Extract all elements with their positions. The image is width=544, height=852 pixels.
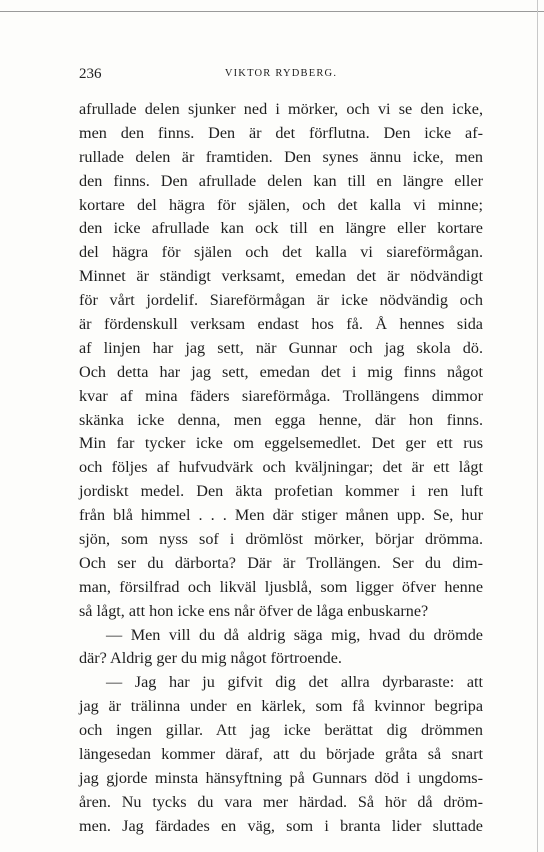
- running-head: VIKTOR RYDBERG.: [224, 68, 338, 79]
- text-line: åren. Nu tycks du vara mer härdad. Så hör då dröm-: [79, 792, 483, 811]
- text-line: jordiskt medel. Den äkta profetian kommer i ren luft: [79, 482, 483, 501]
- text-line: så lågt, att hon icke ens når öfver de låga enbuskarne?: [79, 601, 429, 620]
- text-line: är fördenskull verksam endast hos få. Å hennes sida: [79, 315, 483, 334]
- text-line: den icke afrullade kan ock till en längre eller kortare: [79, 219, 483, 238]
- text-line: men. Jag färdades en väg, som i branta lider sluttade: [79, 816, 483, 835]
- text-line: den finns. Den afrullade delen kan till en längre eller: [79, 171, 483, 190]
- text-line: sjön, som nyss sof i drömlöst mörker, börjar drömma.: [79, 530, 483, 549]
- body-text: [79, 98, 483, 839]
- text-line: Och ser du därborta? Där är Trollängen. Ser du dim-: [79, 553, 483, 572]
- page-number: 236: [79, 66, 102, 82]
- text-line: där? Aldrig ger du mig något förtroende.: [79, 649, 342, 668]
- paragraph: [79, 671, 483, 838]
- text-line: kvar af mina fäders siareförmåga. Trollängens dimmor: [79, 386, 483, 405]
- text-line: Minnet är ständigt verksamt, emedan det är nödvändigt: [79, 267, 483, 286]
- right-scan-edge: [537, 0, 538, 852]
- text-line: skänka icke denna, men egga henne, där hon finns.: [79, 410, 483, 429]
- page-header: [79, 66, 483, 84]
- text-line: af linjen har jag sett, när Gunnar och jag skola dö.: [79, 338, 483, 357]
- text-line: längesedan kommer däraf, att du började gråta så snart: [79, 745, 483, 764]
- text-line: men den finns. Den är det förflutna. Den icke af-: [79, 123, 483, 142]
- paragraph: [79, 98, 483, 624]
- text-line: kortare del hägra för själen, och det kalla vi minne;: [79, 195, 483, 214]
- text-line: jag gjorde minsta hänsyftning på Gunnars död i ungdoms-: [79, 768, 483, 787]
- text-line: — Men vill du då aldrig säga mig, hvad du drömde: [106, 625, 483, 644]
- text-line: för vårt jordelif. Siareförmågan är icke nödvändig och: [79, 291, 483, 310]
- text-line: och ingen gillar. Att jag icke berättat dig drömmen: [79, 721, 483, 740]
- text-line: Och detta har jag sett, emedan det i mig finns något: [79, 362, 483, 381]
- text-line: man, försilfrad och likväl ljusblå, som ligger öfver henne: [79, 577, 483, 596]
- text-line: och följes af hufvudvärk och kväljningar; det är ett lågt: [79, 458, 483, 477]
- text-line: del hägra för själen och det kalla vi siareförmågan.: [79, 243, 483, 262]
- text-line: Min far tycker icke om eggelsemedlet. Det ger ett rus: [79, 434, 483, 453]
- text-line: jag är trälinna under en kärlek, som få kvinnor begripa: [79, 697, 483, 716]
- text-line: afrullade delen sjunker ned i mörker, och vi se den icke,: [79, 100, 483, 118]
- top-scan-edge: [0, 11, 544, 12]
- paragraph: [79, 624, 483, 672]
- text-line: rullade delen är framtiden. Den synes ännu icke, men: [79, 147, 483, 166]
- text-line: — Jag har ju gifvit dig det allra dyrbaraste: att: [106, 673, 483, 692]
- text-line: från blå himmel . . . Men där stiger månen upp. Se, hur: [79, 506, 483, 525]
